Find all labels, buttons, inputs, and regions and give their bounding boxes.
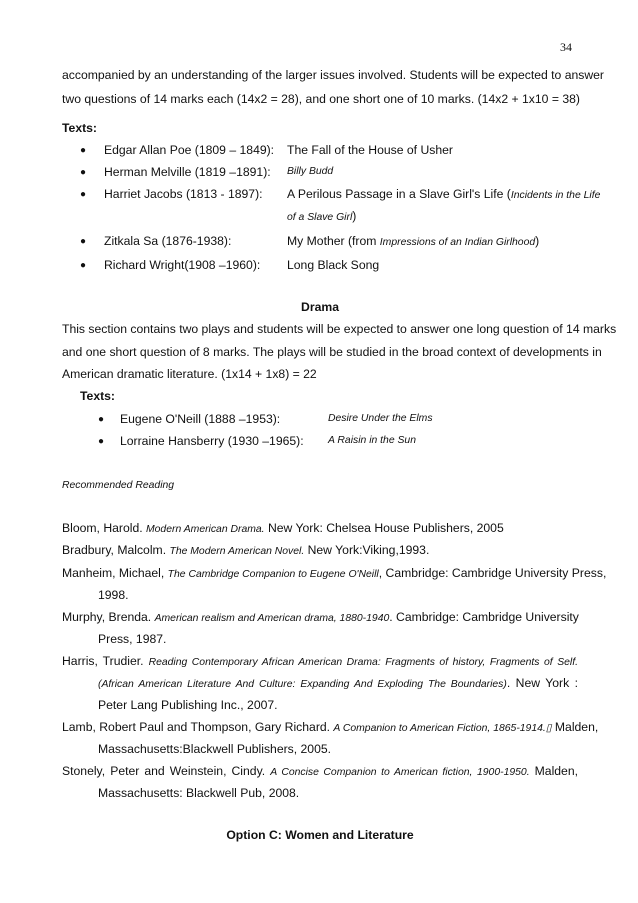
text-work: The Fall of the House of Usher xyxy=(287,143,453,157)
bullet-icon: ● xyxy=(80,145,87,156)
drama-author: Eugene O'Neill (1888 –1953): xyxy=(120,412,281,426)
bullet-icon: ● xyxy=(80,167,87,178)
drama-line-3: American dramatic literature. (1x14 + 1x8) = 22 xyxy=(62,367,317,381)
reference-continued: Peter Lang Publishing Inc., 2007. xyxy=(98,698,278,712)
reference-entry: Stonely, Peter and Weinstein, Cindy. A Concise Companion to American fiction, 1900-1950. Malden, xyxy=(62,764,578,778)
reference-continued: (African American Literature And Culture: Expanding And Exploding The Boundaries). New York : xyxy=(98,676,578,690)
intro-line-1: accompanied by an understanding of the larger issues involved. Students will be expected to answer xyxy=(62,68,604,82)
drama-work: Desire Under the Elms xyxy=(328,413,433,424)
reference-entry: Harris, Trudier. Reading Contemporary African American Drama: Fragments of history, Fragments of Self. xyxy=(62,654,578,668)
text-author: Zitkala Sa (1876-1938): xyxy=(104,234,232,248)
text-author: Herman Melville (1819 –1891): xyxy=(104,165,271,179)
reference-entry: Murphy, Brenda. American realism and American drama, 1880-1940. Cambridge: Cambridge University xyxy=(62,610,579,624)
bullet-icon: ● xyxy=(80,260,87,271)
intro-line-2: two questions of 14 marks each (14x2 = 28), and one short one of 10 marks. (14x2 + 1x10 = 38) xyxy=(62,92,580,106)
text-work: Billy Budd xyxy=(287,166,334,177)
page-number: 34 xyxy=(560,40,572,54)
reference-continued: Press, 1987. xyxy=(98,632,167,646)
text-work: My Mother (from Impressions of an Indian Girlhood) xyxy=(287,234,540,248)
reference-entry: Bradbury, Malcolm. The Modern American Novel. New York:Viking,1993. xyxy=(62,543,430,557)
text-author: Harriet Jacobs (1813 - 1897): xyxy=(104,187,263,201)
reference-entry: Bloom, Harold. Modern American Drama. New York: Chelsea House Publishers, 2005 xyxy=(62,521,504,535)
reference-entry: Lamb, Robert Paul and Thompson, Gary Richard. A Companion to American Fiction, 1865-1914.▯ Malden, xyxy=(62,720,599,734)
drama-author: Lorraine Hansberry (1930 –1965): xyxy=(120,434,304,448)
bullet-icon: ● xyxy=(80,236,87,247)
bullet-icon: ● xyxy=(80,189,87,200)
drama-line-2: and one short question of 8 marks. The plays will be studied in the broad context of developments in xyxy=(62,345,602,359)
reference-entry: Manheim, Michael, The Cambridge Companion to Eugene O'Neill, Cambridge: Cambridge University Press, xyxy=(62,566,607,580)
bullet-icon: ● xyxy=(98,414,105,425)
text-work: Long Black Song xyxy=(287,258,380,272)
text-work-continued: of a Slave Girl) xyxy=(287,209,357,223)
drama-work: A Raisin in the Sun xyxy=(328,435,416,446)
text-author: Richard Wright(1908 –1960): xyxy=(104,258,261,272)
reference-continued: Massachusetts:Blackwell Publishers, 2005. xyxy=(98,742,332,756)
text-work: A Perilous Passage in a Slave Girl's Life (Incidents in the Life xyxy=(287,187,601,201)
recommended-reading-heading: Recommended Reading xyxy=(62,480,175,491)
reference-continued: 1998. xyxy=(98,588,129,602)
drama-line-1: This section contains two plays and students will be expected to answer one long question of 14 marks xyxy=(62,322,617,336)
option-heading: Option C: Women and Literature xyxy=(226,828,414,842)
bullet-icon: ● xyxy=(98,436,105,447)
texts-heading: Texts: xyxy=(62,121,97,135)
drama-texts-heading: Texts: xyxy=(80,389,115,403)
text-author: Edgar Allan Poe (1809 – 1849): xyxy=(104,143,275,157)
drama-heading: Drama xyxy=(301,300,339,314)
reference-continued: Massachusetts: Blackwell Pub, 2008. xyxy=(98,786,300,800)
